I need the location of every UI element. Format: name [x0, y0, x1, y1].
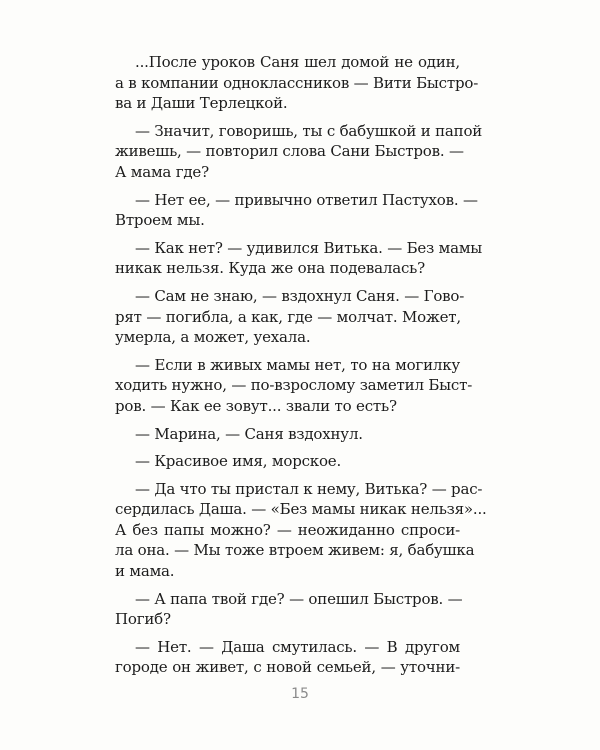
text-line: ров. — Как ее зовут... звали то есть?	[115, 396, 397, 415]
text-line: — А папа твой где? — опешил Быстров. —	[135, 589, 463, 608]
text-line: городе он живет, с новой семьей, — уточни-	[115, 658, 460, 677]
text-line: — Да что ты пристал к нему, Витька? — рас-	[135, 479, 483, 498]
text-line: ва и Даши Терлецкой.	[115, 94, 288, 113]
text-line: — Марина, — Саня вздохнул.	[135, 424, 363, 443]
text-line: А мама где?	[115, 162, 209, 181]
text-line: — Нет. — Даша смутилась. — В другом	[135, 637, 460, 656]
text-line: умерла, а может, уехала.	[115, 328, 311, 347]
text-line: никак нельзя. Куда же она подевалась?	[115, 259, 425, 278]
text-line: ла она. — Мы тоже втроем живем: я, бабушка	[115, 541, 475, 560]
text-line: ходить нужно, — по-взрослому заметил Быст-	[115, 376, 473, 395]
text-line: — Сам не знаю, — вздохнул Саня. — Гово-	[135, 286, 465, 305]
text-line: живешь, — повторил слова Сани Быстров. —	[115, 142, 464, 161]
body-text	[115, 52, 487, 678]
text-line: и мама.	[115, 562, 175, 581]
text-line: Втроем мы.	[115, 211, 205, 230]
text-line: — Как нет? — удивился Витька. — Без мамы	[135, 238, 483, 257]
text-line: Погиб?	[115, 610, 171, 629]
text-line: рят — погибла, а как, где — молчат. Может,	[115, 307, 461, 326]
page-number: 15	[291, 686, 309, 702]
text-line: сердилась Даша. — «Без мамы никак нельзя»...	[115, 500, 487, 519]
text-line: — Если в живых мамы нет, то на могилку	[135, 355, 460, 374]
text-line: — Нет ее, — привычно ответил Пастухов. —	[135, 190, 478, 209]
text-line: ...После уроков Саня шел домой не один,	[135, 53, 460, 71]
text-line: — Значит, говоришь, ты с бабушкой и папой	[135, 121, 483, 140]
text-line: — Красивое имя, морское.	[135, 452, 342, 471]
text-line: А без папы можно? — неожиданно спроси-	[115, 520, 460, 539]
text-line: а в компании одноклассников — Вити Быстро-	[115, 73, 479, 92]
